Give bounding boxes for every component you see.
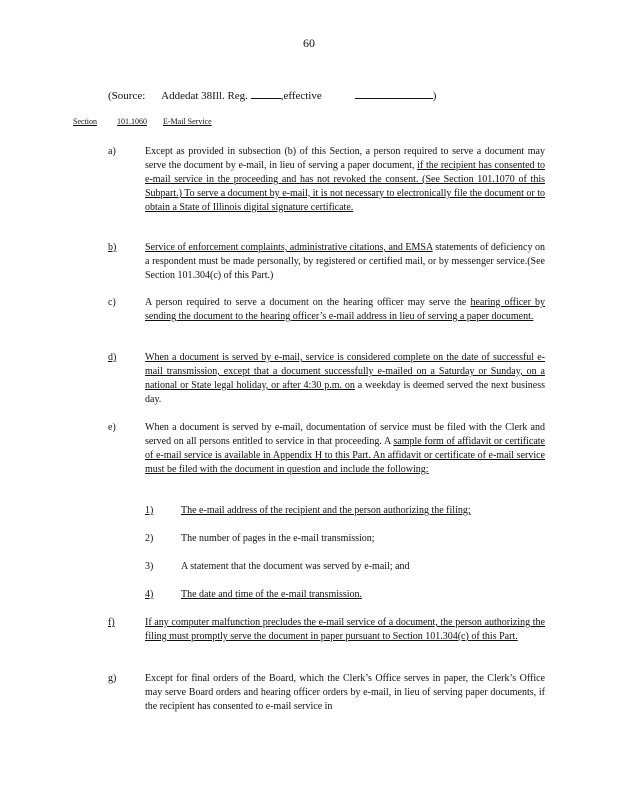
subsection-amended-text: hearing officer by sending the document to the hearing officer’s e-mail address in lieu of serving a paper document. (145, 297, 546, 322)
subitem-text: The e-mail address of the recipient and the person authorizing the filing; (181, 505, 471, 516)
subsection-text (145, 672, 545, 714)
subsection-label: e) (108, 422, 116, 433)
subsection-text (145, 145, 545, 215)
subsection-amended-text: When a document is served by e-mail, service is considered complete on the date of successful e-mail transmission, except that a document successfully e-mailed on a Saturday or Sunday, on a national or State legal holiday, or after 4:30 p.m. on (145, 352, 545, 391)
subsection-text (145, 616, 545, 644)
section-number: 101.1060 (117, 117, 147, 126)
subsection-label: a) (108, 146, 116, 157)
subsection-amended-text: Service of enforcement complaints, administrative citations, and EMSA (145, 242, 433, 253)
subitem-label: 2) (145, 533, 154, 544)
subitem-label: 1) (145, 505, 154, 516)
source-open: (Source: (108, 90, 146, 102)
subitem-text: The date and time of the e-mail transmission. (181, 589, 363, 600)
subsection-plain-text: When a document is served by e-mail, documentation of service must be filed with the Clerk and served on all persons entitled to service in that proceeding. A (145, 422, 545, 447)
subsection-plain-text: statements of deficiency on a respondent must be made personally, by registered or certified mail, or by messenger service.(See Section 101.304(c) of this Part.) (145, 242, 545, 281)
subitem-label: 4) (145, 589, 154, 600)
subsection-label: d) (108, 352, 117, 363)
section-word: Section (73, 117, 97, 126)
source-text: Addedat 38Ill. Reg. (161, 90, 248, 102)
subsection-label: c) (108, 297, 116, 308)
subitem-text: The number of pages in the e-mail transmission; (181, 533, 375, 544)
subsection-text (145, 296, 545, 324)
subsection-plain-text: A person required to serve a document on the hearing officer may serve the (145, 297, 471, 308)
source-blank-date (355, 88, 433, 99)
section-title: E-Mail Service (163, 117, 212, 126)
subsection-text (145, 351, 545, 407)
subsection-label: b) (108, 242, 117, 253)
subsection-plain-text: a weekday is deemed served the next business day. (145, 379, 545, 405)
section-heading (73, 117, 212, 126)
subsection-plain-text: Except as provided in subsection (b) of this Section, a person required to serve a document may serve the document by e-mail, in lieu of serving a paper document, (145, 146, 545, 171)
subsection-text (145, 421, 545, 477)
subsection-label: f) (108, 617, 115, 628)
page-number: 60 (303, 36, 315, 50)
subsection-amended-text: if the recipient has consented to e-mail service in the proceeding and has not revoked the consent. (See Section 101.1070 of this Subpart.) To serve a document by e-mail, it is not necessary to electronically file the document or to obtain a State of Illinois digital signature certificate. (145, 159, 545, 213)
subsection-label: g) (108, 673, 117, 684)
source-note (108, 88, 436, 102)
subsection-amended-text: If any computer malfunction precludes the e-mail service of a document, the person authorizing the filing must promptly serve the document in paper pursuant to Section 101.304(c) of this Part. (145, 617, 545, 642)
subitem-label: 3) (145, 561, 154, 572)
source-close: ) (432, 90, 437, 102)
subitem-text: A statement that the document was served by e-mail; and (181, 561, 410, 572)
subsection-amended-text: sample form of affidavit or certificate of e-mail service is available in Appendix H to this Part. An affidavit or certificate of e-mail service must be filed with the document in question and include the following: (145, 435, 545, 475)
subsection-text (145, 241, 545, 283)
source-blank-volume (251, 88, 281, 99)
source-effective: ,effective (280, 90, 322, 102)
subsection-plain-text: Except for final orders of the Board, which the Clerk’s Office serves in paper, the Clerk’s Office may serve Board orders and hearing officer orders by e-mail, in lieu of serving paper documents, if the recipient has consented to e-mail service in (145, 673, 545, 712)
